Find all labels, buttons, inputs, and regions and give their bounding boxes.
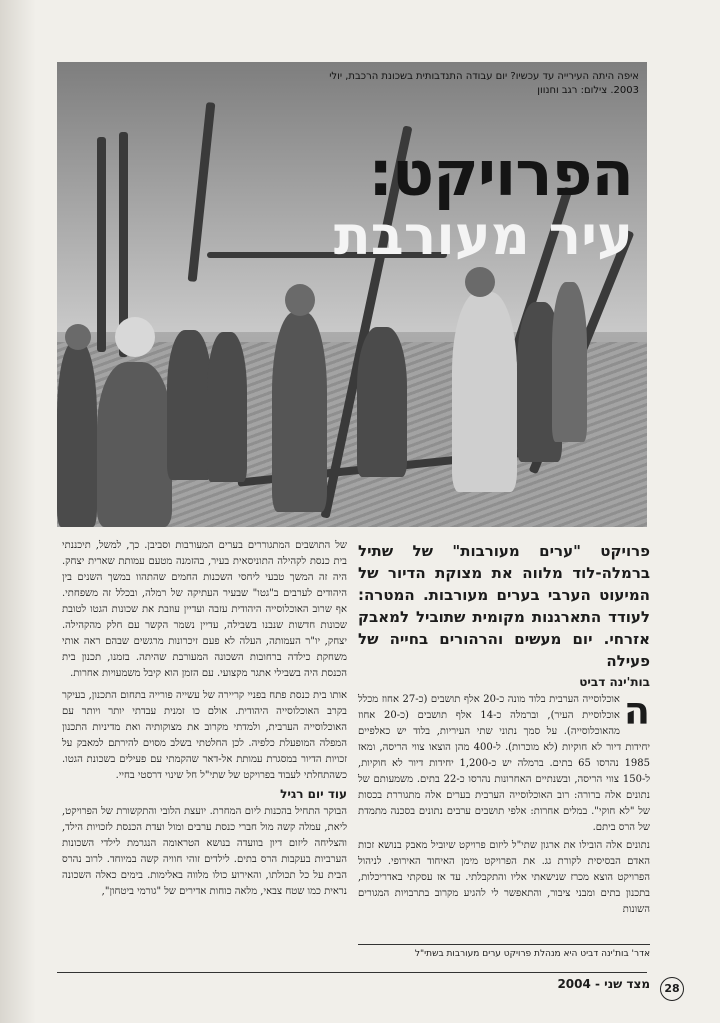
footer-label: מצד שני - 2004 — [557, 977, 650, 991]
right-column — [358, 540, 650, 920]
section-subhead: עוד יום רגיל — [280, 787, 347, 801]
photo-person-head — [285, 284, 315, 316]
photo-person — [552, 282, 587, 442]
body-paragraph: אותו בית כנסת פתח בפניי קריירה של עשייה פורייה בתחום התכנון, בעיקר בקרב האוכלוסייה היהודית. אולם כו זמנית עבדתי יותר ויותר עם האוכלוסייה הערבית, ולמדתי מקרוב את מצוקותיה ואת מדיניות התכנון המפלה המופעלת כלפיה. לכן החלטתי בשלב מסוים להירתם למאבק על זכויות הדיור במסגרת עמותת אל-דאר שהקמתי עם פעילים בשכונת הגטו. כשהתחלתי לעבוד בפרויקט של שתי"ל חל שינוי דרסטי בחיי. — [62, 690, 347, 781]
photo-person — [97, 362, 172, 527]
photo-person — [272, 312, 327, 512]
photo-person — [357, 327, 407, 477]
body-paragraph: הבוקר התחיל בהכנות ליום המחרת. יועצת הלובי והתקשורת של הפרויקט, ליאת, עמלה קשה מול חברי כנסת ערבים ומול ועדת הכנסת לזכויות הילד, והצליחה ליזום דיון בוועדה בנושא הטראומה הנגרמת לילדי השכונות הערביות בעקבות הרס בתים. לילדים זוהי חוויה קשה במיוחד. לרוב נהרס הבית על כל תכולתו, והאירוע כולו מלווה באלימות. בימים כאלה השכונה נראית כמו שטח צבאי, מלאה כוחות אדירים של "גורמי ביטחון", — [62, 806, 347, 897]
article-photo — [57, 62, 647, 527]
photo-person — [207, 332, 247, 482]
page-binding-shadow — [0, 0, 36, 1023]
body-paragraph: נתונים אלה הובילו את ארגון שתי"ל ליזום פרויקט שיוביל מאבק בנושא זכות האדם הבסיסית לקורת גג. את הפרויקט מימן האיחוד האירופי. לניהול הפרויקט הוצא מכרז שנישאתי אליו והתקבלתי. עד אז עסקתי באדריכלות, בתכנון בתים ומבני ציבור, והתאפשר לי להגיע מקרוב בתרבויות המגורים השונות — [358, 840, 650, 915]
photo-caption: איפה היתה העירייה עד עכשיו? יום עבודה התנדבותית בשכונת הרכבת, יולי 2003. צילום: רגב וחנוון — [329, 71, 639, 96]
footer-divider — [57, 972, 647, 973]
photo-person-head — [465, 267, 495, 297]
photo-pole — [97, 137, 106, 352]
headline-title: הפרויקט: — [368, 137, 633, 210]
body-paragraph: של התושבים המתגוררים בערים המעורבות וסביבן. כך, למשל, תיכננתי בית כנסת לקהילה התוניסאית בעיר, בהזמנה מטעם עמותת שארית יצחק. היה זה המשך טבעי ליחסי השכנות החמים שהתהוו במשך השנים בין היהודים לערבים ב"גטו" שבעיר העתיקה של רמלה, ובכלל זה משפחתי. אף שרוב האוכלוסייה היהודית עזבה ועדיין עוזבת את שכונות הגטו לטובת שכונות חדשות שנבנו בשבילה, עדיין נשמר הקשר עם חלק מהקהילה. יצחק, יו"ר העמותה, העלה לא פעם זיכרונות מרגשים שבהם ראה אותי משחקת כילדה ברחובות השכונה המעורבת שהיתה. בזמנו, תכנון בית הכנסת היה בשבילי אתגר מקצועי. עם הזמן הוא קיבל משמעויות אחרות. — [62, 540, 347, 679]
photo-person-head — [65, 324, 91, 350]
page-number: 28 — [660, 977, 684, 1001]
body-paragraph — [358, 689, 651, 836]
drop-cap: ה — [623, 689, 650, 733]
photo-person — [452, 292, 517, 492]
body-text: אוכלוסייה הערבית בלוד מונה כ-20 אלף תושבים (כ-27 אחוז מכלל אוכלוסיית העיר), וברמלה כ-14 אלף תושבים (כ-20 אחוז מהאוכלוסייה). על סמך נתוני שתי העיריות, בלוד יש כאלפיים יחידות דיור לא חוקיות (לא מוכרות). ל-400 מהן הוצאו צווי הריסה, ומאז 1985 נהרסו 65 בתים. ברמלה יש כ-1,200 יחידות דיור לא חוקיות, ל-150 צווי הריסה, ובשנתיים האחרונות נהרסו כ-22 בתים. משמעותם של נתונים אלה ברורה: רוב האוכלוסייה הערבית בערים אלה מתגוררת בכסות של "לא חוקי". במלים אחרות: אלפי תושבים ערבים נתונים בסכנה מתמדת של הרס ביתם. — [358, 694, 651, 833]
photo-person — [57, 342, 97, 527]
author-footnote: אדר' בות'ינה דביט היא מנהלת פרויקט ערים מעורבות בשתי"ל — [358, 944, 650, 959]
article-byline: בות'ינה דביט — [579, 675, 650, 689]
photo-person — [167, 330, 212, 480]
left-column — [62, 538, 347, 902]
article-lead: פרויקט "ערים מעורבות" של שתיל ברמלה-לוד מלווה את מצוקת הדיור של המיעוט הערבי בערים מעורבות. המטרה: לעודד התארגנות מקומית שתוביל למאבק אזרחי. יום מעשים והרהורים בחייה של פעילה — [358, 542, 650, 670]
photo-person-head — [115, 317, 155, 357]
headline-subtitle: עיר מעורבת — [333, 204, 633, 267]
